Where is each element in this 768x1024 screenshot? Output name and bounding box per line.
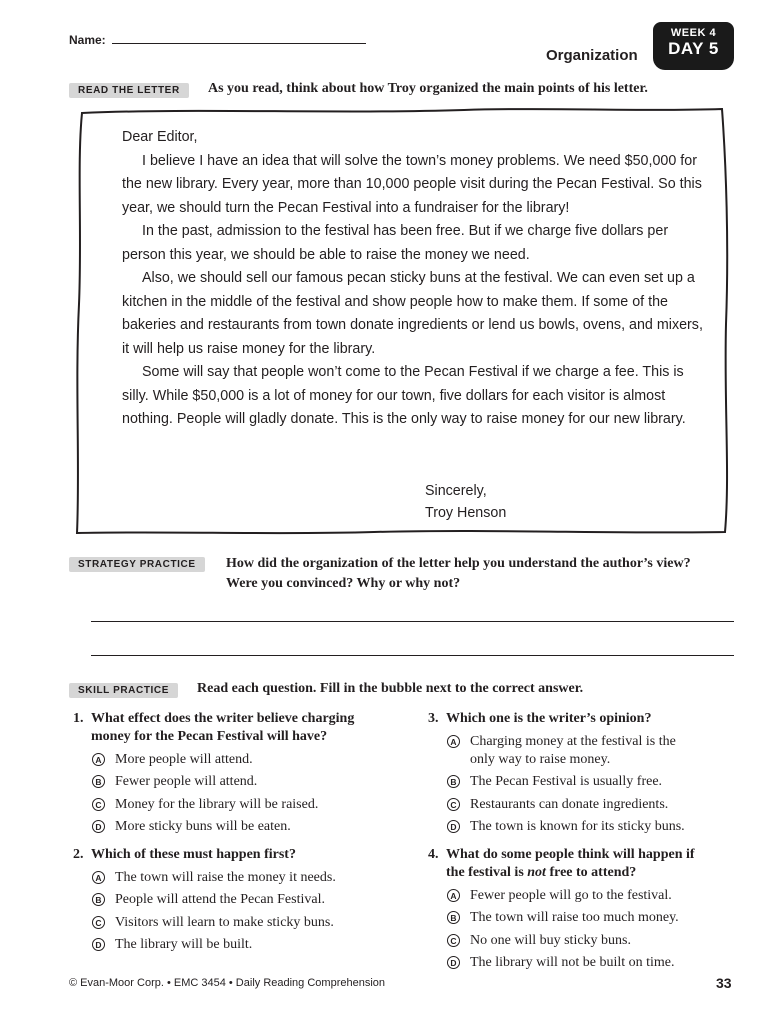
option-text: Fewer people will attend.	[115, 774, 258, 789]
letter-closing: Sincerely,	[425, 483, 487, 499]
answer-option[interactable]	[73, 818, 393, 836]
name-write-line[interactable]	[112, 43, 366, 44]
option-text: More people will attend.	[115, 751, 253, 767]
question-4	[428, 846, 738, 972]
option-text: The library will be built.	[115, 937, 253, 952]
letter-body	[122, 126, 712, 432]
stem-text: free to attend?	[545, 865, 637, 880]
option-text: More sticky buns will be eaten.	[115, 819, 291, 834]
bubble-c[interactable]: C	[92, 798, 105, 811]
stem-text: the festival is	[446, 865, 528, 880]
question-stem	[428, 846, 738, 882]
bubble-c[interactable]: C	[447, 798, 460, 811]
answer-option[interactable]	[428, 954, 738, 972]
letter-greeting: Dear Editor,	[122, 129, 198, 145]
bubble-b[interactable]: B	[447, 775, 460, 788]
letter-paragraph: I believe I have an idea that will solve the town’s money problems. We need $50,000 for the new library. Every year, more than 10,000 people visit during the Pecan Festival. So this year, we should turn the Pecan Festival into a fundraiser for the library!	[122, 152, 702, 216]
page-number: 33	[716, 975, 732, 991]
strategy-practice-tag: STRATEGY PRACTICE	[69, 557, 205, 572]
bubble-b[interactable]: B	[447, 911, 460, 924]
answer-option[interactable]	[73, 869, 393, 887]
option-text: The library will not be built on time.	[470, 955, 675, 970]
question-stem	[73, 846, 393, 864]
question-stem	[73, 710, 393, 746]
stem-emphasis: not	[527, 865, 546, 880]
answer-option[interactable]	[428, 773, 738, 791]
option-text: The town will raise the money it needs.	[115, 869, 336, 885]
answer-option[interactable]	[73, 914, 393, 932]
strategy-prompt	[226, 554, 691, 594]
letter-signature: Troy Henson	[425, 505, 507, 521]
week-day-badge	[653, 22, 734, 70]
footer-credit: © Evan-Moor Corp. • EMC 3454 • Daily Reading Comprehension	[69, 977, 386, 989]
question-3	[428, 710, 738, 836]
stem-line: Which of these must happen first?	[91, 847, 296, 862]
question-number: 4.	[428, 847, 439, 862]
option-text: No one will buy sticky buns.	[470, 932, 631, 948]
bubble-b[interactable]: B	[92, 893, 105, 906]
option-text: Visitors will learn to make sticky buns.	[115, 914, 334, 930]
letter-signoff	[425, 480, 506, 524]
read-prompt: As you read, think about how Troy organized the main points of his letter.	[208, 81, 648, 96]
answer-option[interactable]	[73, 796, 393, 814]
read-the-letter-tag: READ THE LETTER	[69, 83, 189, 98]
stem-line: money for the Pecan Festival will have?	[91, 729, 328, 744]
option-text: The town is known for its sticky buns.	[470, 819, 685, 834]
option-text: Money for the library will be raised.	[115, 796, 319, 812]
letter-paragraph: Also, we should sell our famous pecan sticky buns at the festival. We can even set up a kitchen in the middle of the festival and show people how to make them. If some of the bakeries and restaurants from town donate ingredients or lend us bowls, ovens, and mixers, it will help us raise money for the library.	[122, 270, 703, 357]
bubble-d[interactable]: D	[92, 820, 105, 833]
question-stem	[428, 710, 738, 728]
bubble-d[interactable]: D	[447, 956, 460, 969]
bubble-a[interactable]: A	[92, 753, 105, 766]
day-label: DAY 5	[668, 39, 719, 58]
name-label: Name:	[69, 33, 106, 47]
topic-title: Organization	[546, 47, 638, 64]
week-label: WEEK 4	[670, 27, 717, 39]
answer-option[interactable]	[73, 891, 393, 909]
option-text: The town will raise too much money.	[470, 910, 679, 925]
answer-option[interactable]	[428, 887, 738, 905]
option-text: only way to raise money.	[470, 751, 611, 767]
question-number: 1.	[73, 711, 84, 726]
answer-option[interactable]	[428, 818, 738, 836]
question-2	[73, 846, 393, 954]
bubble-c[interactable]: C	[447, 934, 460, 947]
stem-line: What effect does the writer believe charging	[91, 711, 355, 726]
option-text: Fewer people will go to the festival.	[470, 887, 672, 903]
skill-practice-tag: SKILL PRACTICE	[69, 683, 178, 698]
answer-option[interactable]	[428, 932, 738, 950]
option-text: People will attend the Pecan Festival.	[115, 892, 325, 907]
bubble-a[interactable]: A	[447, 889, 460, 902]
answer-option[interactable]	[428, 733, 738, 769]
question-number: 2.	[73, 847, 84, 862]
stem-line: What do some people think will happen if	[446, 847, 695, 862]
answer-write-line[interactable]	[91, 655, 734, 656]
stem-line: Which one is the writer’s opinion?	[446, 711, 652, 726]
stem-line	[446, 864, 738, 882]
answer-option[interactable]	[428, 796, 738, 814]
bubble-b[interactable]: B	[92, 775, 105, 788]
option-text: Charging money at the festival is the	[470, 733, 676, 749]
answer-option[interactable]	[73, 751, 393, 769]
answer-write-line[interactable]	[91, 621, 734, 622]
answer-option[interactable]	[73, 936, 393, 954]
bubble-a[interactable]: A	[92, 871, 105, 884]
letter-paragraph: Some will say that people won’t come to the Pecan Festival if we charge a fee. This is silly. While $50,000 is a lot of money for our town, five dollars for each visitor is almost nothing. People will gladly donate. This is the only way to raise money for our new library.	[122, 364, 686, 427]
answer-option[interactable]	[73, 773, 393, 791]
bubble-d[interactable]: D	[92, 938, 105, 951]
option-text: The Pecan Festival is usually free.	[470, 774, 663, 789]
strategy-prompt-line: Were you convinced? Why or why not?	[226, 576, 461, 591]
answer-option[interactable]	[428, 909, 738, 927]
question-number: 3.	[428, 711, 439, 726]
question-1	[73, 710, 393, 836]
bubble-d[interactable]: D	[447, 820, 460, 833]
bubble-c[interactable]: C	[92, 916, 105, 929]
skill-prompt: Read each question. Fill in the bubble next to the correct answer.	[197, 681, 584, 696]
letter-paragraph: In the past, admission to the festival has been free. But if we charge five dollars per person this year, we should be able to raise the money we need.	[122, 223, 669, 263]
bubble-a[interactable]: A	[447, 735, 460, 748]
strategy-prompt-line: How did the organization of the letter help you understand the author’s view?	[226, 556, 691, 571]
option-text: Restaurants can donate ingredients.	[470, 796, 669, 812]
